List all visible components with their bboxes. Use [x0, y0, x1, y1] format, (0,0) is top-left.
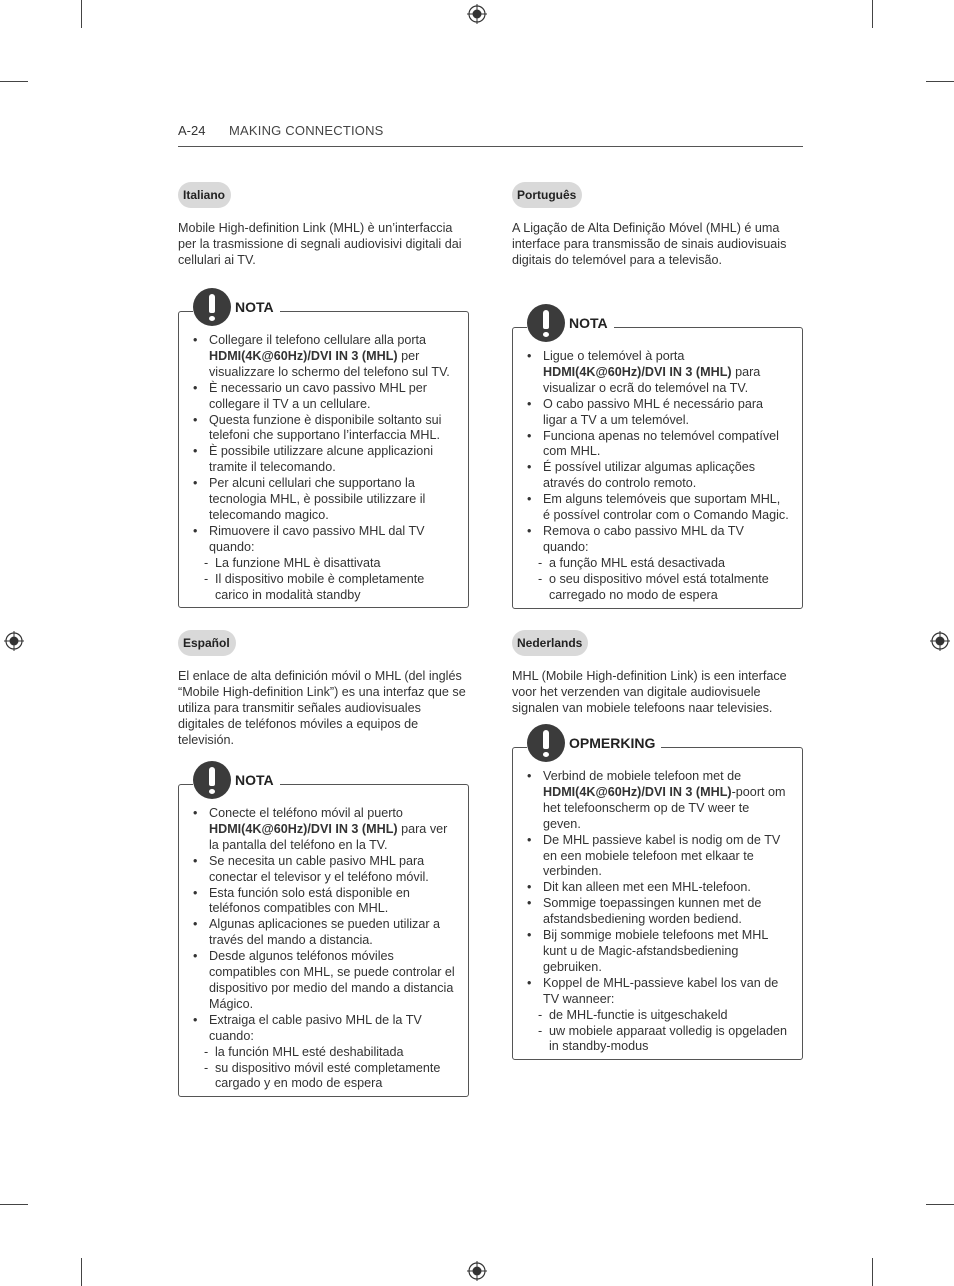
- crop-mark: [926, 81, 954, 82]
- exclamation-icon: [527, 304, 565, 342]
- crop-mark: [0, 1204, 28, 1205]
- registration-mark-icon: [467, 4, 487, 24]
- list-item: • Se necesita un cable pasivo MHL para conectar el televisor y el teléfono móvil.: [193, 854, 456, 886]
- note-label: NOTA: [235, 299, 274, 315]
- section-nederlands: [512, 630, 803, 1060]
- sub-list-item: - de MHL-functie is uitgeschakeld: [538, 1008, 790, 1024]
- list-item: • Funciona apenas no telemóvel compatível com MHL.: [527, 429, 790, 461]
- page-header: [178, 122, 803, 147]
- note-header: [193, 761, 280, 799]
- sub-list: [538, 1008, 790, 1056]
- list-item: • Koppel de MHL-passieve kabel los van de TV wanneer: - de MHL-functie is uitgeschakeld - uw mobiele apparaat volledig is opgeladen in standby-modus: [527, 976, 790, 1056]
- sub-list: [204, 1045, 456, 1093]
- sub-list: [538, 556, 790, 604]
- crop-mark: [81, 0, 82, 28]
- crop-mark: [926, 1204, 954, 1205]
- list-item: • Conecte el teléfono móvil al puerto HDMI(4K@60Hz)/DVI IN 3 (MHL) para ver la pantalla del teléfono en la TV.: [193, 806, 456, 854]
- note-box: [512, 315, 803, 609]
- crop-mark: [0, 81, 28, 82]
- list-item: • Extraiga el cable pasivo MHL de la TV cuando: - la función MHL esté deshabilitada - su dispositivo móvil esté completamente cargado y en modo de espera: [193, 1013, 456, 1093]
- note-box: [512, 735, 803, 1060]
- crop-mark: [872, 0, 873, 28]
- sub-list-item: - La funzione MHL è disattivata: [204, 556, 456, 572]
- list-item: • Esta función solo está disponible en teléfonos compatibles con MHL.: [193, 886, 456, 918]
- note-label: OPMERKING: [569, 735, 656, 751]
- registration-mark-icon: [467, 1261, 487, 1281]
- exclamation-icon: [193, 761, 231, 799]
- sub-list-item: - o seu dispositivo móvel está totalmente carregado no modo de espera: [538, 572, 790, 604]
- section-italiano: [178, 182, 469, 608]
- note-list: [193, 333, 456, 603]
- list-item: • O cabo passivo MHL é necessário para ligar a TV a um telemóvel.: [527, 397, 790, 429]
- note-list: [193, 806, 456, 1092]
- list-item: • Questa funzione è disponibile soltanto sui telefoni che supportano l’interfaccia MHL.: [193, 413, 456, 445]
- sub-list: [204, 556, 456, 604]
- crop-mark: [81, 1258, 82, 1286]
- intro-paragraph: El enlace de alta definición móvil o MHL (del inglés “Mobile High-definition Link”) es una interfaz que se utiliza para transmitir señales audiovisuales digitales de teléfonos móviles a equipos de televisión.: [178, 669, 466, 747]
- list-item: • Sommige toepassingen kunnen met de afstandsbediening worden bediend.: [527, 896, 790, 928]
- page-number: A-24: [178, 123, 206, 138]
- list-item: • Verbind de mobiele telefoon met de HDMI(4K@60Hz)/DVI IN 3 (MHL)-poort om het telefoonscherm op de TV weer te geven.: [527, 769, 790, 833]
- exclamation-icon: [193, 288, 231, 326]
- note-box: [178, 772, 469, 1097]
- section-portugues: [512, 182, 803, 609]
- note-label: NOTA: [569, 315, 608, 331]
- language-badge: Italiano: [178, 182, 231, 208]
- section-espanol: [178, 630, 469, 1097]
- list-item: • Algunas aplicaciones se pueden utilizar a través del mando a distancia.: [193, 917, 456, 949]
- list-item: • È possibile utilizzare alcune applicazioni tramite il telecomando.: [193, 444, 456, 476]
- list-item: • Remova o cabo passivo MHL da TV quando: - a função MHL está desactivada - o seu dispositivo móvel está totalmente carregado no modo de espera: [527, 524, 790, 604]
- list-item: • Bij sommige mobiele telefoons met MHL kunt u de Magic-afstandsbediening gebruiken.: [527, 928, 790, 976]
- list-item: • Collegare il telefono cellulare alla porta HDMI(4K@60Hz)/DVI IN 3 (MHL) per visualizzare lo schermo del telefono sul TV.: [193, 333, 456, 381]
- list-item: • Em alguns telemóveis que suportam MHL, é possível controlar com o Comando Magic.: [527, 492, 790, 524]
- language-badge: Nederlands: [512, 630, 588, 656]
- list-item: • Ligue o telemóvel à porta HDMI(4K@60Hz)/DVI IN 3 (MHL) para visualizar o ecrã do telemóvel na TV.: [527, 349, 790, 397]
- list-item: • De MHL passieve kabel is nodig om de TV en een mobiele telefoon met elkaar te verbinden.: [527, 833, 790, 881]
- sub-list-item: - Il dispositivo mobile è completamente carico in modalità standby: [204, 572, 456, 604]
- registration-mark-icon: [930, 631, 950, 651]
- note-header: [193, 288, 280, 326]
- note-box: [178, 299, 469, 608]
- list-item: • Rimuovere il cavo passivo MHL dal TV quando: - La funzione MHL è disattivata - Il dispositivo mobile è completamente carico in modalità standby: [193, 524, 456, 604]
- crop-mark: [872, 1258, 873, 1286]
- section-title: MAKING CONNECTIONS: [229, 123, 384, 138]
- registration-mark-icon: [4, 631, 24, 651]
- language-badge: Español: [178, 630, 236, 656]
- note-list: [527, 769, 790, 1055]
- list-item: • Dit kan alleen met een MHL-telefoon.: [527, 880, 790, 896]
- sub-list-item: - uw mobiele apparaat volledig is opgeladen in standby-modus: [538, 1024, 790, 1056]
- list-item: • É possível utilizar algumas aplicações através do controlo remoto.: [527, 460, 790, 492]
- intro-paragraph: MHL (Mobile High-definition Link) is een interface voor het verzenden van digitale audiovisuele signalen van mobiele telefoons naar televisies.: [512, 669, 787, 715]
- note-header: [527, 724, 661, 762]
- note-header: [527, 304, 614, 342]
- note-list: [527, 349, 790, 604]
- list-item: • Per alcuni cellulari che supportano la tecnologia MHL, è possibile utilizzare il telecomando magico.: [193, 476, 456, 524]
- list-item: • È necessario un cavo passivo MHL per collegare il TV a un cellulare.: [193, 381, 456, 413]
- exclamation-icon: [527, 724, 565, 762]
- sub-list-item: - su dispositivo móvil esté completamente cargado y en modo de espera: [204, 1061, 456, 1093]
- sub-list-item: - a função MHL está desactivada: [538, 556, 790, 572]
- intro-paragraph: A Ligação de Alta Definição Móvel (MHL) é uma interface para transmissão de sinais audiovisuais digitais do telemóvel para a televisão.: [512, 221, 787, 267]
- note-label: NOTA: [235, 772, 274, 788]
- sub-list-item: - la función MHL esté deshabilitada: [204, 1045, 456, 1061]
- list-item: • Desde algunos teléfonos móviles compatibles con MHL, se puede controlar el dispositivo por medio del mando a distancia Mágico.: [193, 949, 456, 1013]
- language-badge: Português: [512, 182, 582, 208]
- intro-paragraph: Mobile High-definition Link (MHL) è un’interfaccia per la trasmissione di segnali audiovisivi digitali dai cellulari ai TV.: [178, 221, 462, 267]
